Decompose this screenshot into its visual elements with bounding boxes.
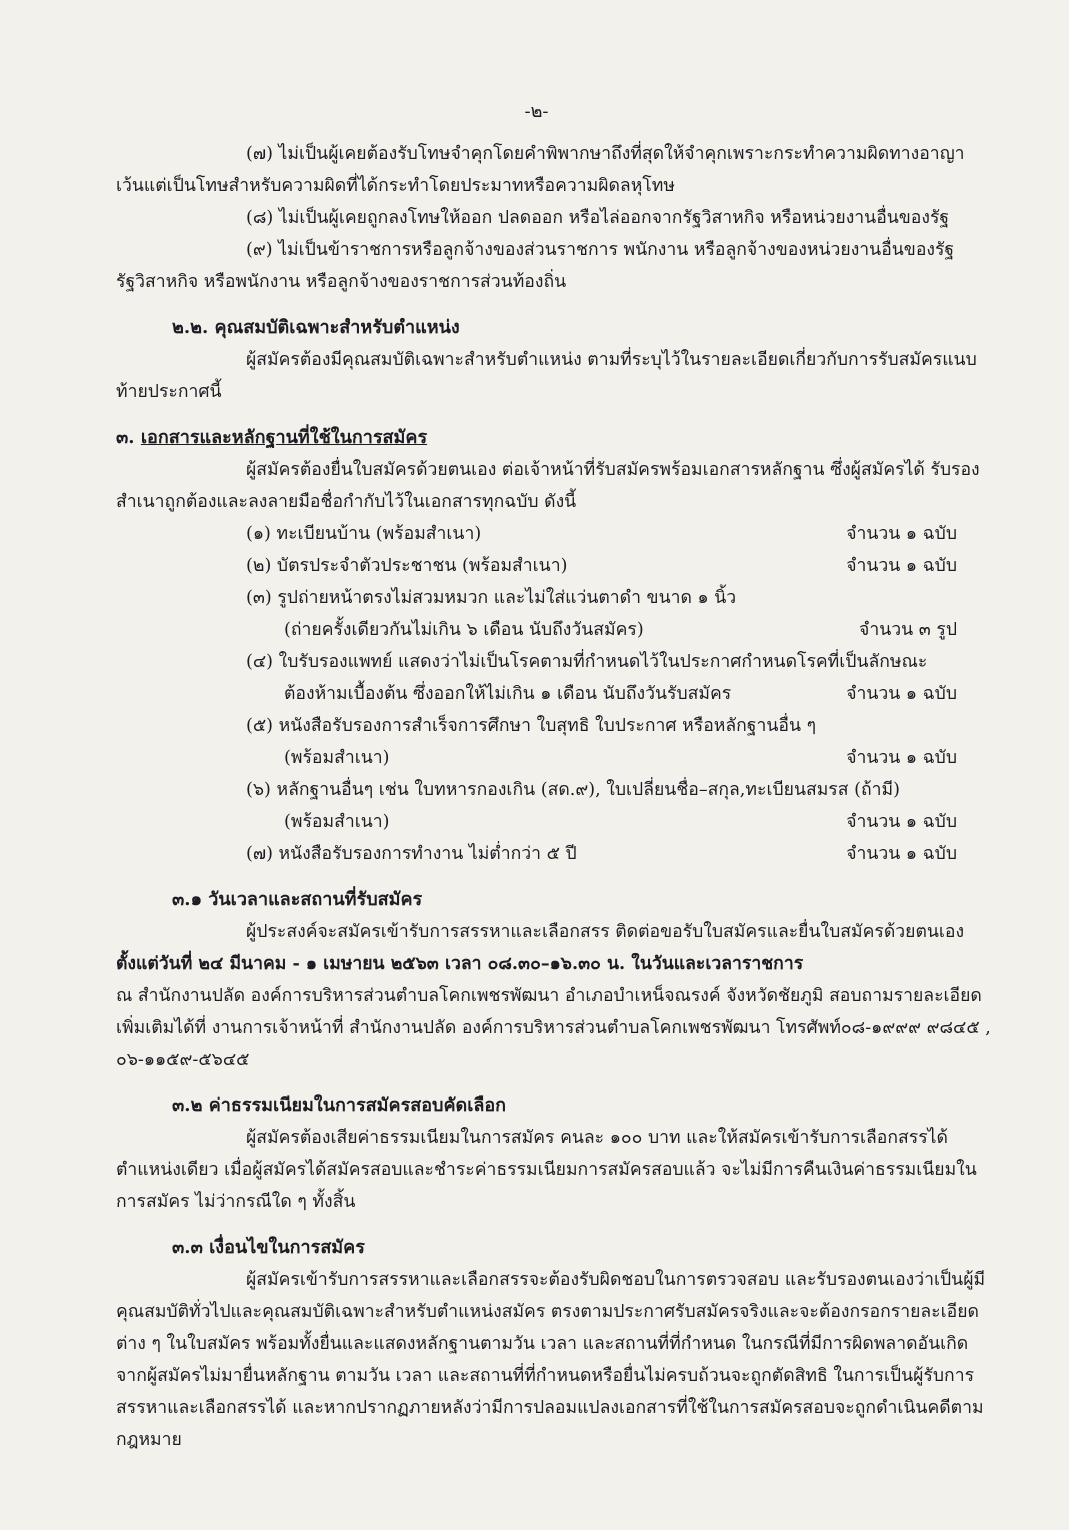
document-6-line2: (พร้อมสำเนา) xyxy=(284,812,390,832)
section-3-3-body-line5: สรรหาและเลือกสรรได้ และหากปรากฏภายหลังว่ามีการปลอมแปลงเอกสารที่ใช้ในการสมัครสอบจะถูกดำเนินคดีตาม xyxy=(116,1398,984,1418)
section-3-2-body-line1: ผู้สมัครต้องเสียค่าธรรมเนียมในการสมัคร คนละ ๑๐๐ บาท และให้สมัครเข้ารับการเลือกสรรได้ xyxy=(246,1128,948,1148)
document-5-line2: (พร้อมสำเนา) xyxy=(284,748,390,768)
document-3-qty: จำนวน ๓ รูป xyxy=(859,620,957,640)
list-item xyxy=(116,838,997,870)
section-3-heading xyxy=(116,422,997,454)
section-3-heading-number: ๓. xyxy=(116,427,135,448)
section-3-1-body-line3: ณ สำนักงานปลัด องค์การบริหารส่วนตำบลโคกเพชรพัฒนา อำเภอบำเหน็จณรงค์ จังหวัดชัยภูมิ สอบถามรายละเอียด xyxy=(116,986,982,1006)
section-3-3-body-line1: ผู้สมัครเข้ารับการสรรหาและเลือกสรรจะต้องรับผิดชอบในการตรวจสอบ และรับรองตนเองว่าเป็นผู้มี xyxy=(246,1270,986,1290)
section-3-1-body-line4: เพิ่มเติมได้ที่ งานการเจ้าหน้าที่ สำนักงานปลัด องค์การบริหารส่วนตำบลโคกเพชรพัฒนา โทรศัพท์๐๘-๑๙๙๙ ๙๘๔๕ , xyxy=(116,1018,991,1038)
section-3-3-heading: ๓.๓ เงื่อนไขในการสมัคร xyxy=(172,1237,365,1258)
document-2-line1: (๒) บัตรประจำตัวประชาชน (พร้อมสำเนา) xyxy=(246,556,568,576)
document-3-line1: (๓) รูปถ่ายหน้าตรงไม่สวมหมวก และไม่ใส่แว่นตาดำ ขนาด ๑ นิ้ว xyxy=(246,588,737,608)
section-3-2-body-line2: ตำแหน่งเดียว เมื่อผู้สมัครได้สมัครสอบและชำระค่าธรรมเนียมการสมัครสอบแล้ว จะไม่มีการคืนเงินค่าธรรมเนียมใน xyxy=(116,1160,977,1180)
section-3-2-heading: ๓.๒ ค่าธรรมเนียมในการสมัครสอบคัดเลือก xyxy=(172,1095,507,1116)
document-6-qty: จำนวน ๑ ฉบับ xyxy=(846,812,957,832)
document-1-line1: (๑) ทะเบียนบ้าน (พร้อมสำเนา) xyxy=(246,524,482,544)
document-4-qty: จำนวน ๑ ฉบับ xyxy=(846,684,957,704)
document-7-qty: จำนวน ๑ ฉบับ xyxy=(846,844,957,864)
section-3-1-body-line5: ๐๖-๑๑๕๙-๕๖๔๕ xyxy=(116,1050,250,1070)
document-4-line1: (๔) ใบรับรองแพทย์ แสดงว่าไม่เป็นโรคตามที่กำหนดไว้ในประกาศกำหนดโรคที่เป็นลักษณะ xyxy=(246,652,928,672)
list-item xyxy=(116,646,997,710)
section-2-2-heading: ๒.๒. คุณสมบัติเฉพาะสำหรับตำแหน่ง xyxy=(172,317,460,338)
document-list xyxy=(116,518,997,870)
item-7-line1: (๗) ไม่เป็นผู้เคยต้องรับโทษจำคุกโดยคำพิพากษาถึงที่สุดให้จำคุกเพราะกระทำความผิดทางอาญา xyxy=(246,144,965,164)
page-number: -๒- xyxy=(524,101,549,122)
section-3-1-body-line1: ผู้ประสงค์จะสมัครเข้ารับการสรรหาและเลือกสรร ติดต่อขอรับใบสมัครและยื่นใบสมัครด้วยตนเอง xyxy=(246,922,965,942)
section-3-body-line1: ผู้สมัครต้องยื่นใบสมัครด้วยตนเอง ต่อเจ้าหน้าที่รับสมัครพร้อมเอกสารหลักฐาน ซึ่งผู้สมัครได้ รับรอง xyxy=(246,460,980,480)
document-6-line1: (๖) หลักฐานอื่นๆ เช่น ใบทหารกองเกิน (สด.๙), ใบเปลี่ยนชื่อ–สกุล,ทะเบียนสมรส (ถ้ามี) xyxy=(246,780,900,800)
document-7-line1: (๗) หนังสือรับรองการทำงาน ไม่ต่ำกว่า ๕ ปี xyxy=(246,844,577,864)
document-1-qty: จำนวน ๑ ฉบับ xyxy=(846,524,957,544)
section-3-heading-text: เอกสารและหลักฐานที่ใช้ในการสมัคร xyxy=(140,427,428,448)
section-3-2-body-line3: การสมัคร ไม่ว่ากรณีใด ๆ ทั้งสิ้น xyxy=(116,1192,356,1212)
section-3-3-body-line6: กฎหมาย xyxy=(116,1430,182,1450)
list-item xyxy=(116,710,997,774)
list-item xyxy=(116,550,997,582)
section-2-2-body-line1: ผู้สมัครต้องมีคุณสมบัติเฉพาะสำหรับตำแหน่ง ตามที่ระบุไว้ในรายละเอียดเกี่ยวกับการรับสมัครแนบ xyxy=(246,350,977,370)
document-5-qty: จำนวน ๑ ฉบับ xyxy=(846,748,957,768)
section-3-3-body-line4: จากผู้สมัครไม่มายื่นหลักฐาน ตามวัน เวลา และสถานที่ที่กำหนดหรือยื่นไม่ครบถ้วนจะถูกตัดสิทธิ ในการเป็นผู้รับการ xyxy=(116,1366,975,1386)
list-item xyxy=(116,774,997,838)
section-3-body-line2: สำเนาถูกต้องและลงลายมือชื่อกำกับไว้ในเอกสารทุกฉบับ ดังนี้ xyxy=(116,492,577,512)
item-7-line2: เว้นแต่เป็นโทษสำหรับความผิดที่ได้กระทำโดยประมาทหรือความผิดลหุโทษ xyxy=(116,176,675,196)
section-3-1-body-line2: ตั้งแต่วันที่ ๒๔ มีนาคม - ๑ เมษายน ๒๕๖๓ เวลา ๐๘.๓๐–๑๖.๓๐ น. ในวันและเวลาราชการ xyxy=(116,953,804,974)
document-4-line2: ต้องห้ามเบื้องต้น ซึ่งออกให้ไม่เกิน ๑ เดือน นับถึงวันรับสมัคร xyxy=(284,684,732,704)
section-2-2-body-line2: ท้ายประกาศนี้ xyxy=(116,382,222,402)
document-3-line2: (ถ่ายครั้งเดียวกันไม่เกิน ๖ เดือน นับถึงวันสมัคร) xyxy=(284,620,644,640)
document-5-line1: (๕) หนังสือรับรองการสำเร็จการศึกษา ใบสุทธิ ใบประกาศ หรือหลักฐานอื่น ๆ xyxy=(246,716,817,736)
list-item xyxy=(116,518,997,550)
section-3-1-heading: ๓.๑ วันเวลาและสถานที่รับสมัคร xyxy=(172,889,423,910)
section-3-3-body-line2: คุณสมบัติทั่วไปและคุณสมบัติเฉพาะสำหรับตำแหน่งสมัคร ตรงตามประกาศรับสมัครจริงและจะต้องกรอกรายละเอียด xyxy=(116,1302,979,1322)
list-item xyxy=(116,582,997,646)
item-8: (๘) ไม่เป็นผู้เคยถูกลงโทษให้ออก ปลดออก หรือไล่ออกจากรัฐวิสาหกิจ หรือหน่วยงานอื่นของรัฐ xyxy=(246,208,950,228)
item-9-line2: รัฐวิสาหกิจ หรือพนักงาน หรือลูกจ้างของราชการส่วนท้องถิ่น xyxy=(116,272,567,292)
document-2-qty: จำนวน ๑ ฉบับ xyxy=(846,556,957,576)
item-9-line1: (๙) ไม่เป็นข้าราชการหรือลูกจ้างของส่วนราชการ พนักงาน หรือลูกจ้างของหน่วยงานอื่นของรัฐ xyxy=(246,240,955,260)
qualification-items xyxy=(116,138,997,298)
section-3-3-body-line3: ต่าง ๆ ในใบสมัคร พร้อมทั้งยื่นและแสดงหลักฐานตามวัน เวลา และสถานที่ที่กำหนด ในกรณีที่มีการผิดพลาดอันเกิด xyxy=(116,1334,969,1354)
